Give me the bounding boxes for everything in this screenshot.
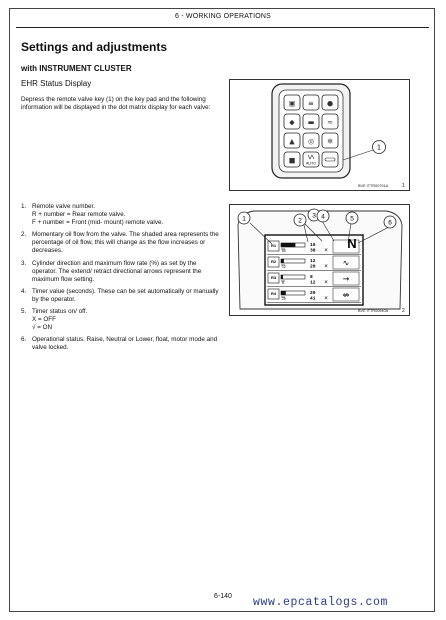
- flow-bar-fill: [281, 243, 295, 247]
- svg-text:▣: ▣: [288, 99, 296, 108]
- hazard-lights-icon[interactable]: [284, 95, 300, 110]
- section-header: 6 - WORKING OPERATIONS: [174, 13, 272, 20]
- callout-6: [384, 216, 396, 228]
- callout-2: [294, 214, 306, 226]
- valve-number: R2: [270, 259, 277, 264]
- work-lights-icon[interactable]: [303, 95, 319, 110]
- operational-status-symbol: ⇎: [342, 290, 350, 300]
- beacon-icon[interactable]: [322, 95, 338, 110]
- figure1-number: 1: [402, 183, 405, 189]
- list-item-line: Operational status. Raise, Neutral or Lower, float, motor mode and valve locked.: [32, 336, 218, 352]
- rear-lights-icon[interactable]: [303, 114, 319, 129]
- page-number: 6-140: [214, 593, 232, 600]
- subtitle: with INSTRUMENT CLUSTER: [21, 64, 132, 73]
- timer-status: ×: [324, 263, 329, 270]
- list-item-line: R + number = Rear remote valve.: [32, 211, 126, 219]
- flow-bar-fill: [281, 259, 284, 263]
- list-item: [21, 260, 221, 284]
- list-item-line: Cylinder direction and maximum flow rate (%) as set by the operator. The extend/ retract directional arrows represent the maximum flow setting.: [32, 259, 202, 283]
- timer-value: 10: [310, 243, 316, 248]
- svg-text:≡: ≡: [308, 99, 314, 108]
- max-flow-value: 20: [310, 264, 316, 270]
- flow-value: 20: [282, 297, 286, 301]
- list-item-text: [32, 203, 221, 227]
- list-item-number: 1.: [21, 203, 27, 210]
- list-item-line: Momentary oil flow from the valve. The shaded area represents the percentage of oil flow, this will change as the flow increases or decreases.: [32, 231, 219, 255]
- list-item-text: [32, 308, 221, 332]
- figure2-number: 2: [402, 308, 405, 314]
- wiper-icon[interactable]: [322, 114, 338, 129]
- pto-icon[interactable]: [303, 133, 319, 148]
- max-flow-value: 12: [310, 280, 316, 286]
- valve-number: R4: [270, 291, 277, 296]
- svg-text:✲: ✲: [327, 137, 333, 146]
- list-item-line: Remote valve number.: [32, 203, 95, 210]
- list-item-text: [32, 260, 221, 284]
- operational-status-n: N: [347, 236, 357, 251]
- svg-text:2: 2: [298, 217, 302, 225]
- max-flow-value: 38: [310, 248, 316, 254]
- front-lights-icon[interactable]: [284, 114, 300, 129]
- callout-1: [238, 212, 250, 224]
- list-item-line: X = OFF: [32, 316, 56, 324]
- svg-text:3: 3: [312, 212, 316, 220]
- list-item: [21, 231, 221, 255]
- timer-status: ×: [324, 279, 329, 286]
- svg-text:◎: ◎: [307, 137, 315, 146]
- list-item-line: Timer status on/ off.: [32, 308, 88, 316]
- timer-status: ×: [324, 247, 329, 254]
- list-item-text: [32, 231, 221, 255]
- list-item-number: 3.: [21, 259, 27, 267]
- flow-value: 12: [282, 265, 286, 269]
- list-item-number: 4.: [21, 287, 27, 295]
- svg-text:≈: ≈: [327, 118, 333, 127]
- operational-status-symbol: →: [342, 274, 350, 284]
- timer-value: 8: [310, 275, 313, 280]
- list-item: [21, 288, 221, 304]
- remote-valve-key-icon[interactable]: [322, 152, 338, 167]
- tractor-icon[interactable]: [284, 133, 300, 148]
- timer-value: 20: [310, 291, 316, 296]
- svg-text:◆: ◆: [289, 118, 295, 127]
- svg-text:●: ●: [326, 99, 334, 108]
- svg-text:6: 6: [388, 219, 392, 227]
- display-illustration: [230, 205, 411, 317]
- timer-value: 12: [310, 259, 316, 264]
- fan-icon[interactable]: [322, 133, 338, 148]
- figure2-code: BVE ITTR00940A: [358, 309, 389, 313]
- keypad-illustration: [230, 80, 411, 192]
- svg-text:AUTO: AUTO: [306, 161, 316, 166]
- callout-1: 1: [377, 144, 381, 152]
- list-item: [21, 336, 221, 352]
- max-flow-value: 41: [310, 296, 316, 302]
- valve-number: R1: [270, 243, 277, 248]
- svg-text:■: ■: [288, 156, 296, 165]
- intro-paragraph: Depress the remote valve key (1) on the key pad and the following information will be displayed in the dot matrix display for each valve:: [21, 96, 211, 112]
- figure1-code: BVE ITTR00791A: [358, 184, 389, 188]
- list-item: [21, 203, 221, 227]
- subsection-title: EHR Status Display: [21, 79, 92, 88]
- watermark-link[interactable]: www.epcatalogs.com: [253, 596, 389, 609]
- svg-text:▬: ▬: [307, 118, 315, 127]
- svg-text:5: 5: [350, 215, 354, 223]
- list-item-text: [32, 336, 221, 352]
- list-item-number: 6.: [21, 336, 27, 344]
- page-title: Settings and adjustments: [21, 40, 168, 54]
- flow-bar-fill: [281, 275, 283, 279]
- list-item-line: √ = ON: [32, 324, 53, 332]
- flow-value: 60: [282, 249, 286, 253]
- list-item-line: Timer value (seconds). These can be set automatically or manually by the operator.: [32, 287, 219, 303]
- valve-number: R3: [270, 275, 277, 280]
- header-rule: [16, 27, 429, 28]
- auto-mode-icon[interactable]: [303, 152, 319, 167]
- figure-display: [229, 204, 410, 316]
- transmission-icon[interactable]: [284, 152, 300, 167]
- list-item-number: 2.: [21, 231, 27, 239]
- svg-text:4: 4: [321, 213, 325, 221]
- operational-status-symbol: ∿: [342, 258, 350, 268]
- list-item-number: 5.: [21, 308, 27, 316]
- svg-text:▲: ▲: [289, 137, 295, 146]
- callout-4: [317, 210, 329, 222]
- flow-value: 8: [282, 281, 284, 285]
- numbered-list: [21, 203, 221, 357]
- list-item: [21, 308, 221, 332]
- figure-keypad: [229, 79, 410, 191]
- list-item-text: [32, 288, 221, 304]
- callout-5: [346, 212, 358, 224]
- svg-text:1: 1: [242, 215, 246, 223]
- timer-status: ×: [324, 295, 329, 302]
- list-item-line: F + number = Front (mid- mount) remote valve.: [32, 219, 164, 227]
- flow-bar-fill: [281, 291, 286, 295]
